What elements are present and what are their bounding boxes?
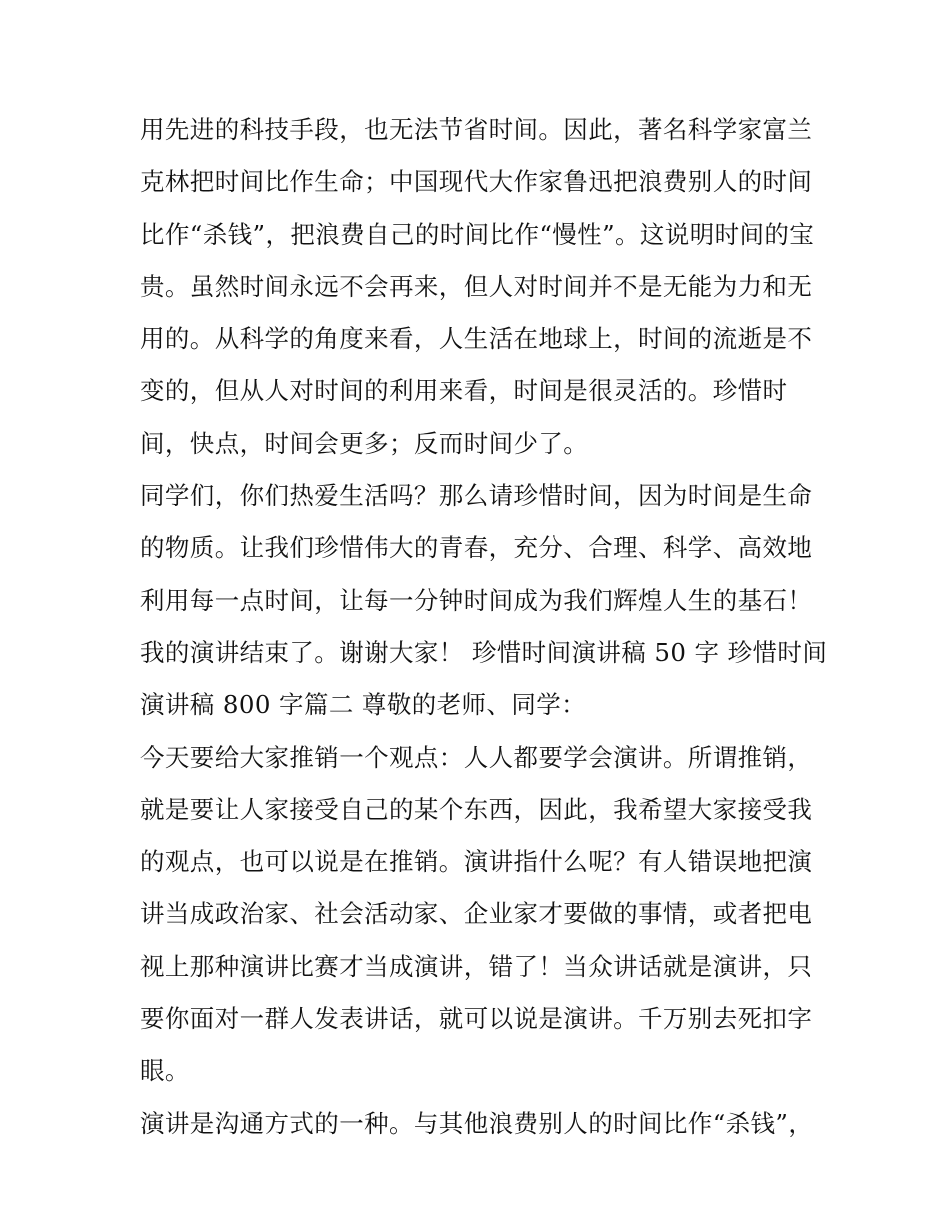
text-line-1: 用先进的科技手段，也无法节省时间。因此，著名科学家富兰 bbox=[140, 115, 813, 144]
text-line-3: 比作“杀钱”，把浪费自己的时间比作“慢性”。这说明时间的宝 bbox=[140, 219, 815, 249]
text-line-7: 间，快点，时间会更多；反而时间少了。 bbox=[140, 428, 589, 458]
text-line-6: 变的，但从人对时间的利用来看，时间是很灵活的。珍惜时 bbox=[140, 376, 788, 406]
text-line-13: 今天要给大家推销一个观点：人人都要学会演讲。所谓推销， bbox=[140, 742, 813, 772]
text-line-14: 就是要让人家接受自己的某个东西，因此，我希望大家接受我 bbox=[140, 794, 813, 824]
text-line-11: 我的演讲结束了。谢谢大家！ 珍惜时间演讲稿 50 字 珍惜时间 bbox=[140, 637, 828, 667]
text-line-16: 讲当成政治家、社会活动家、企业家才要做的事情，或者把电 bbox=[140, 899, 813, 929]
text-line-2: 克林把时间比作生命；中国现代大作家鲁迅把浪费别人的时间 bbox=[140, 167, 813, 197]
text-line-20: 演讲是沟通方式的一种。与其他浪费别人的时间比作“杀钱”， bbox=[140, 1108, 814, 1138]
text-line-8: 同学们，你们热爱生活吗？那么请珍惜时间，因为时间是生命 bbox=[140, 481, 813, 511]
text-line-12: 演讲稿 800 字篇二 尊敬的老师、同学： bbox=[140, 690, 587, 720]
text-line-4: 贵。虽然时间永远不会再来，但人对时间并不是无能为力和无 bbox=[140, 271, 813, 301]
text-line-10: 利用每一点时间，让每一分钟时间成为我们辉煌人生的基石！ bbox=[140, 585, 813, 615]
text-line-15: 的观点，也可以说是在推销。演讲指什么呢？有人错误地把演 bbox=[140, 847, 813, 877]
document-body bbox=[140, 104, 828, 1150]
text-line-5: 用的。从科学的角度来看，人生活在地球上，时间的流逝是不 bbox=[140, 324, 813, 354]
text-line-17: 视上那种演讲比赛才当成演讲，错了！当众讲话就是演讲，只 bbox=[140, 951, 813, 981]
text-line-19: 眼。 bbox=[140, 1056, 190, 1086]
text-line-18: 要你面对一群人发表讲话，就可以说是演讲。千万别去死扣字 bbox=[140, 1004, 813, 1034]
text-line-9: 的物质。让我们珍惜伟大的青春，充分、合理、科学、高效地 bbox=[140, 533, 813, 563]
